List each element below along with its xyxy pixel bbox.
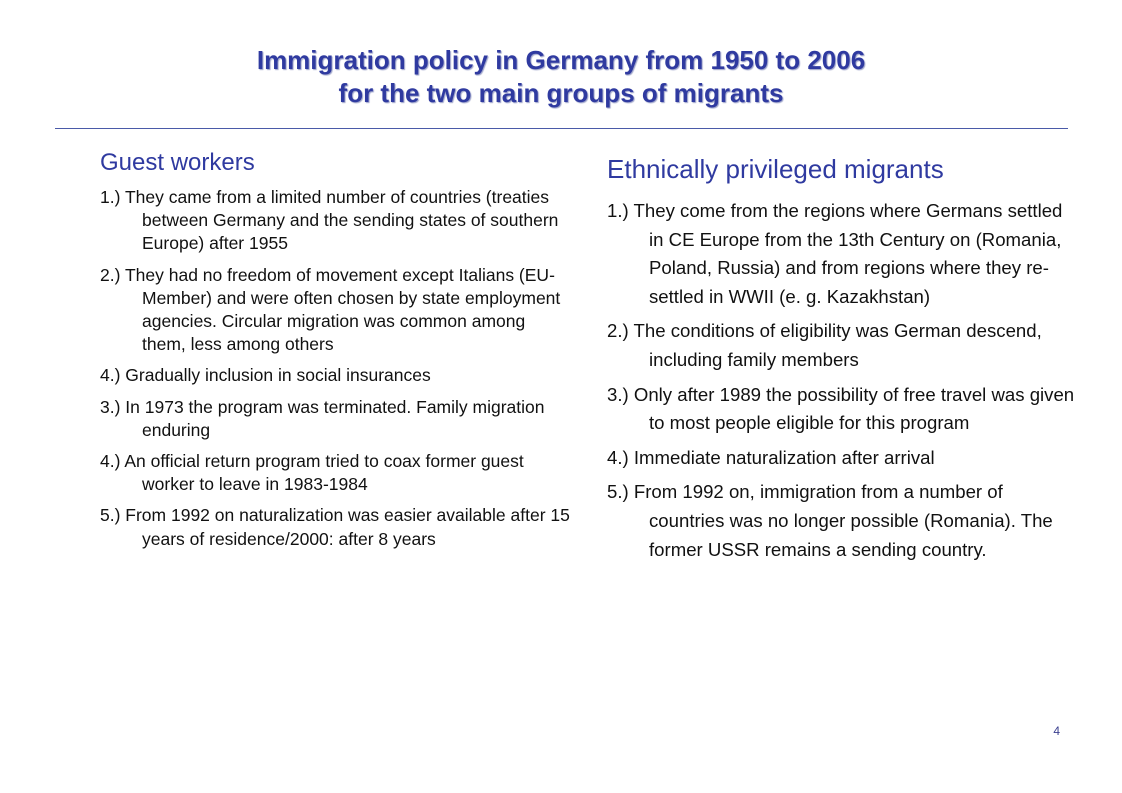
title-divider [55, 128, 1068, 129]
ethnic-migrants-column [607, 154, 1077, 570]
guest-workers-list [100, 186, 570, 551]
slide-title-line-2: for the two main groups of migrants [338, 78, 784, 108]
list-item: 5.) From 1992 on, immigration from a number of countries was no longer possible (Romania). The former USSR remains a sending country. [607, 481, 1053, 560]
list-item: 1.) They came from a limited number of countries (treaties between Germany and the sending states of southern Europe) after 1955 [100, 187, 559, 254]
page-number: 4 [1053, 724, 1060, 738]
list-item: 5.) From 1992 on naturalization was easier available after 15 years of residence/2000: after 8 years [100, 505, 570, 549]
list-item: 2.) The conditions of eligibility was German descend, including family members [607, 320, 1042, 370]
list-item: 3.) In 1973 the program was terminated. Family migration enduring [100, 396, 545, 440]
slide-title [0, 44, 1122, 110]
list-item: 4.) Gradually inclusion in social insurances [100, 365, 431, 386]
ethnic-migrants-list [607, 197, 1077, 564]
guest-workers-heading: Guest workers [100, 149, 255, 176]
guest-workers-column [100, 148, 570, 559]
list-item: 3.) Only after 1989 the possibility of free travel was given to most people eligible for this program [607, 383, 1075, 434]
ethnic-migrants-heading: Ethnically privileged migrants [607, 154, 944, 184]
list-item: 4.) Immediate naturalization after arrival [607, 446, 935, 468]
list-item: 4.) An official return program tried to coax former guest worker to leave in 1983-1984 [100, 451, 524, 495]
list-item: 1.) They come from the regions where Germans settled in CE Europe from the 13th Century on (Romania, Poland, Russia) and from regions where they re-settled in WWII (e. g. Kazakhstan) [607, 200, 1063, 307]
list-item: 2.) They had no freedom of movement except Italians (EU-Member) and were often chosen by state employment agencies. Circular migration was common among them, less among others [100, 264, 561, 355]
slide-title-line-1: Immigration policy in Germany from 1950 to 2006 [256, 45, 866, 75]
